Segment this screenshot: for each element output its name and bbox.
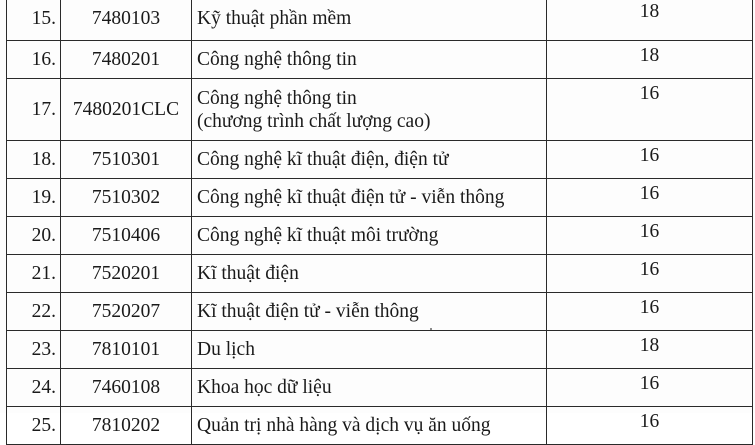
table-body — [7, 0, 753, 445]
major-code: 7510301 — [61, 141, 192, 179]
table-row — [7, 255, 753, 293]
major-name — [192, 79, 547, 141]
table-row — [7, 293, 753, 331]
table-row — [7, 179, 753, 217]
row-number: 16. — [7, 41, 61, 79]
major-name-line: Kĩ thuật điện — [197, 263, 299, 284]
table-row — [7, 331, 753, 369]
major-name-line: Quản trị nhà hàng và dịch vụ ăn uống — [197, 415, 491, 436]
row-number: 23. — [7, 331, 61, 369]
major-code: 7810202 — [61, 407, 192, 445]
table-row — [7, 0, 753, 41]
major-name-line: Du lịch — [197, 339, 255, 360]
cutoff-score: 16 — [547, 369, 753, 407]
major-code: 7510406 — [61, 217, 192, 255]
table-row — [7, 407, 753, 445]
major-name — [192, 217, 547, 255]
cutoff-score: 16 — [547, 407, 753, 445]
major-code: 7460108 — [61, 369, 192, 407]
table-row — [7, 141, 753, 179]
major-name-line: Khoa học dữ liệu — [197, 377, 332, 398]
row-number: 25. — [7, 407, 61, 445]
major-name — [192, 255, 547, 293]
row-number: 22. — [7, 293, 61, 331]
major-name — [192, 141, 547, 179]
row-number: 20. — [7, 217, 61, 255]
table-row — [7, 217, 753, 255]
major-name — [192, 293, 547, 331]
major-name-line: Công nghệ kĩ thuật môi trường — [197, 225, 439, 246]
major-code: 7520201 — [61, 255, 192, 293]
major-code: 7480201CLC — [61, 79, 192, 141]
major-name — [192, 369, 547, 407]
major-code: 7520207 — [61, 293, 192, 331]
major-name — [192, 407, 547, 445]
major-name — [192, 331, 547, 369]
cutoff-score: 18 — [547, 41, 753, 79]
major-name — [192, 0, 547, 41]
table-row — [7, 41, 753, 79]
cutoff-score: 16 — [547, 217, 753, 255]
major-name-line: Kỹ thuật phần mềm — [197, 8, 352, 29]
cutoff-score: 16 — [547, 141, 753, 179]
major-name-line: Kĩ thuật điện tử - viễn thông — [197, 301, 419, 322]
row-number: 21. — [7, 255, 61, 293]
major-code: 7510302 — [61, 179, 192, 217]
cutoff-score: 18 — [547, 331, 753, 369]
cutoff-score: 16 — [547, 293, 753, 331]
major-name-line: Công nghệ kĩ thuật điện, điện tử — [197, 149, 449, 170]
major-name — [192, 179, 547, 217]
row-number: 24. — [7, 369, 61, 407]
major-name-line: Công nghệ kĩ thuật điện tử - viễn thông — [197, 187, 505, 208]
table-row — [7, 79, 753, 141]
row-number: 15. — [7, 0, 61, 41]
major-name — [192, 41, 547, 79]
admission-score-table — [6, 0, 753, 445]
row-number: 19. — [7, 179, 61, 217]
cutoff-score: 16 — [547, 255, 753, 293]
major-code: 7810101 — [61, 331, 192, 369]
major-code: 7480201 — [61, 41, 192, 79]
row-number: 17. — [7, 79, 61, 141]
scan-speck — [430, 328, 432, 330]
major-name-line: Công nghệ thông tin — [197, 87, 357, 109]
major-name-line: (chương trình chất lượng cao) — [197, 110, 431, 132]
cutoff-score: 18 — [547, 0, 753, 41]
cutoff-score: 16 — [547, 179, 753, 217]
row-number: 18. — [7, 141, 61, 179]
major-name-line: Công nghệ thông tin — [197, 49, 357, 70]
major-code: 7480103 — [61, 0, 192, 41]
table-row — [7, 369, 753, 407]
cutoff-score: 16 — [547, 79, 753, 141]
